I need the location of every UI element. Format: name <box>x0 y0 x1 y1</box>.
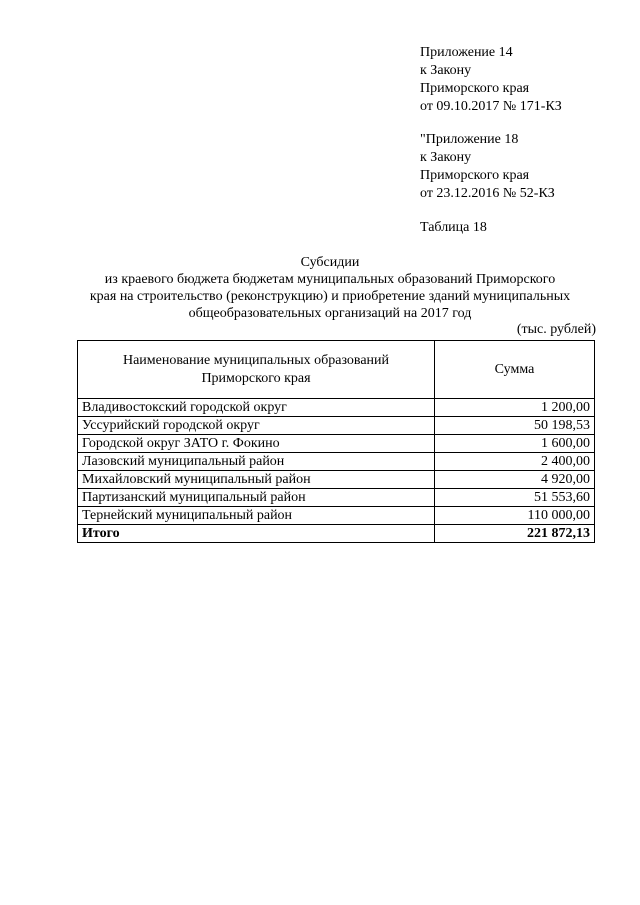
amount-cell: 50 198,53 <box>435 417 595 435</box>
title-line: края на строительство (реконструкцию) и приобретение зданий муниципальных <box>89 289 571 304</box>
total-amount-cell: 221 872,13 <box>435 525 595 543</box>
table-row <box>78 471 595 489</box>
table-row <box>78 507 595 525</box>
appendix-line: к Закону <box>420 63 472 78</box>
appendix-line: Приморского края <box>420 81 530 96</box>
municipality-cell: Владивостокский городской округ <box>78 399 435 417</box>
total-label-cell: Итого <box>78 525 435 543</box>
amount-cell: 51 553,60 <box>435 489 595 507</box>
municipality-cell: Лазовский муниципальный район <box>78 453 435 471</box>
table-total-row <box>78 525 595 543</box>
appendix-line: Приморского края <box>420 168 530 183</box>
appendix-line: от 23.12.2016 № 52-КЗ <box>420 186 555 201</box>
appendix-reference-original <box>420 131 555 203</box>
municipality-cell: Партизанский муниципальный район <box>78 489 435 507</box>
table-row <box>78 453 595 471</box>
municipality-cell: Тернейский муниципальный район <box>78 507 435 525</box>
appendix-reference-current <box>420 44 562 116</box>
title-line: из краевого бюджета бюджетам муниципальных образований Приморского <box>104 272 556 287</box>
appendix-line: "Приложение 18 <box>420 132 519 147</box>
title-line: общеобразовательных организаций на 2017 год <box>188 306 472 321</box>
table-row <box>78 435 595 453</box>
amount-cell: 4 920,00 <box>435 471 595 489</box>
amount-cell: 1 600,00 <box>435 435 595 453</box>
table-number-label: Таблица 18 <box>420 220 487 235</box>
appendix-line: к Закону <box>420 150 472 165</box>
subsidies-table <box>77 340 595 543</box>
table-row <box>78 489 595 507</box>
municipality-cell: Городской округ ЗАТО г. Фокино <box>78 435 435 453</box>
header-municipality: Наименование муниципальных образований Приморского края <box>78 341 435 399</box>
table-row <box>78 417 595 435</box>
amount-cell: 1 200,00 <box>435 399 595 417</box>
municipality-cell: Михайловский муниципальный район <box>78 471 435 489</box>
municipality-cell: Уссурийский городской округ <box>78 417 435 435</box>
table-row <box>78 399 595 417</box>
document-title <box>60 254 600 322</box>
table-header-row <box>78 341 595 399</box>
units-label: (тыс. рублей) <box>516 322 596 337</box>
title-line: Субсидии <box>300 255 360 270</box>
amount-cell: 110 000,00 <box>435 507 595 525</box>
header-amount: Сумма <box>435 341 595 399</box>
appendix-line: от 09.10.2017 № 171-КЗ <box>420 99 562 114</box>
appendix-line: Приложение 14 <box>420 45 513 60</box>
amount-cell: 2 400,00 <box>435 453 595 471</box>
